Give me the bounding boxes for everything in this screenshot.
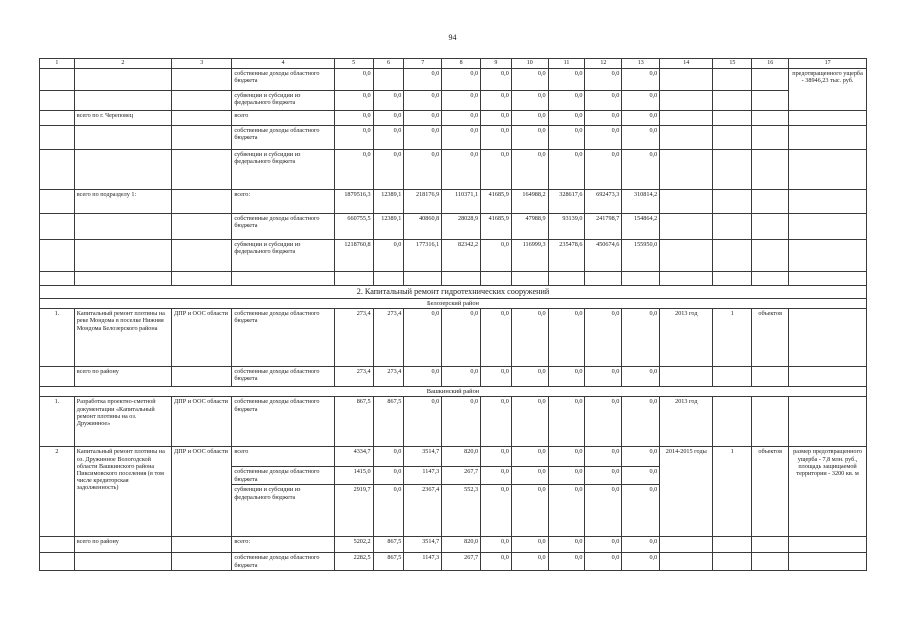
value-cell: 0,0 <box>404 69 442 91</box>
value-cell: 0,0 <box>585 367 622 387</box>
note-cell: предотвращенного ущерба - 38946,23 тыс. руб. <box>789 69 867 111</box>
table-row <box>40 150 867 190</box>
value-cell: 0,0 <box>373 467 404 485</box>
row-title: всего по подразделу 1: <box>74 190 171 214</box>
district-title: Вашкинский район <box>40 387 867 397</box>
value-cell: 0,0 <box>511 69 548 91</box>
value-cell: 0,0 <box>511 467 548 485</box>
row-title: всего по району <box>74 537 171 553</box>
value-cell: 0,0 <box>548 309 585 367</box>
value-cell: 0,0 <box>585 467 622 485</box>
value-cell: 0,0 <box>585 126 622 150</box>
value-cell: 2367,4 <box>404 485 442 537</box>
section-title: 2. Капитальный ремонт гидротехнических сооружений <box>40 286 867 299</box>
value-cell: 552,3 <box>442 485 481 537</box>
value-cell: 0,0 <box>481 467 512 485</box>
col-head: 12 <box>585 59 622 69</box>
value-cell: 0,0 <box>622 126 660 150</box>
district-title: Белозерский район <box>40 299 867 309</box>
column-number-row <box>40 59 867 69</box>
section-heading-row <box>40 286 867 299</box>
funding-source: всего <box>232 447 334 467</box>
table-row <box>40 309 867 367</box>
col-head: 3 <box>172 59 232 69</box>
value-cell: 273,4 <box>334 309 373 367</box>
value-cell: 0,0 <box>622 447 660 467</box>
value-cell: 692473,3 <box>585 190 622 214</box>
table-row <box>40 126 867 150</box>
value-cell: 0,0 <box>622 485 660 537</box>
value-cell: 0,0 <box>548 485 585 537</box>
value-cell: 660755,5 <box>334 214 373 240</box>
unit-cell: объектов <box>752 447 789 537</box>
value-cell: 155950,0 <box>622 240 660 272</box>
value-cell: 0,0 <box>442 126 481 150</box>
value-cell: 12389,1 <box>373 190 404 214</box>
table-row <box>40 397 867 447</box>
value-cell: 0,0 <box>442 367 481 387</box>
value-cell: 0,0 <box>585 397 622 447</box>
row-title: всего по району <box>74 367 171 387</box>
value-cell: 0,0 <box>373 126 404 150</box>
value-cell: 218176,9 <box>404 190 442 214</box>
value-cell: 0,0 <box>404 126 442 150</box>
row-number: 1. <box>40 397 75 447</box>
value-cell: 154864,2 <box>622 214 660 240</box>
value-cell: 820,0 <box>442 537 481 553</box>
col-head: 11 <box>548 59 585 69</box>
value-cell: 0,0 <box>585 309 622 367</box>
value-cell: 820,0 <box>442 447 481 467</box>
value-cell: 0,0 <box>622 91 660 111</box>
funding-source: собственные доходы областного бюджета <box>232 367 334 387</box>
value-cell: 0,0 <box>585 485 622 537</box>
table-row <box>40 367 867 387</box>
value-cell: 0,0 <box>442 309 481 367</box>
value-cell: 0,0 <box>481 397 512 447</box>
col-head: 2 <box>74 59 171 69</box>
value-cell: 0,0 <box>404 309 442 367</box>
value-cell: 0,0 <box>548 126 585 150</box>
value-cell: 0,0 <box>622 537 660 553</box>
value-cell: 0,0 <box>622 309 660 367</box>
value-cell: 12389,1 <box>373 214 404 240</box>
table-row <box>40 272 867 286</box>
value-cell: 0,0 <box>511 367 548 387</box>
year-cell: 2013 год <box>660 397 713 447</box>
year-cell: 2013 год <box>660 309 713 367</box>
value-cell: 28028,9 <box>442 214 481 240</box>
funding-source: всего <box>232 111 334 126</box>
value-cell: 0,0 <box>511 553 548 571</box>
value-cell: 0,0 <box>334 69 373 91</box>
value-cell: 0,0 <box>334 150 373 190</box>
col-head: 7 <box>404 59 442 69</box>
funding-source: субвенции и субсидии из федерального бюджета <box>232 240 334 272</box>
value-cell: 0,0 <box>511 447 548 467</box>
funding-source: субвенции и субсидии из федерального бюджета <box>232 150 334 190</box>
value-cell: 0,0 <box>442 397 481 447</box>
funding-source: собственные доходы областного бюджета <box>232 553 334 571</box>
value-cell: 0,0 <box>334 111 373 126</box>
value-cell: 0,0 <box>481 91 512 111</box>
value-cell: 3514,7 <box>404 447 442 467</box>
unit-cell: объектов <box>752 309 789 367</box>
value-cell: 1147,3 <box>404 467 442 485</box>
value-cell: 867,5 <box>373 397 404 447</box>
table-row <box>40 69 867 91</box>
value-cell: 0,0 <box>548 467 585 485</box>
value-cell: 0,0 <box>511 111 548 126</box>
col-head: 13 <box>622 59 660 69</box>
funding-source: собственные доходы областного бюджета <box>232 309 334 367</box>
value-cell: 0,0 <box>511 485 548 537</box>
value-cell: 0,0 <box>548 537 585 553</box>
value-cell: 2919,7 <box>334 485 373 537</box>
row-number: 2 <box>40 447 75 537</box>
value-cell: 4334,7 <box>334 447 373 467</box>
value-cell: 0,0 <box>585 150 622 190</box>
value-cell: 0,0 <box>548 367 585 387</box>
col-head: 5 <box>334 59 373 69</box>
table-row <box>40 91 867 111</box>
value-cell: 273,4 <box>334 367 373 387</box>
value-cell: 0,0 <box>622 150 660 190</box>
table-row <box>40 214 867 240</box>
funding-source: всего: <box>232 537 334 553</box>
value-cell: 235478,6 <box>548 240 585 272</box>
value-cell: 310814,2 <box>622 190 660 214</box>
value-cell: 0,0 <box>481 537 512 553</box>
col-head: 14 <box>660 59 713 69</box>
value-cell: 0,0 <box>373 111 404 126</box>
value-cell: 0,0 <box>548 447 585 467</box>
value-cell: 0,0 <box>373 91 404 111</box>
value-cell: 1218760,8 <box>334 240 373 272</box>
value-cell: 0,0 <box>373 447 404 467</box>
value-cell: 0,0 <box>622 69 660 91</box>
value-cell: 0,0 <box>585 553 622 571</box>
col-head: 15 <box>713 59 752 69</box>
value-cell: 0,0 <box>442 111 481 126</box>
col-head: 4 <box>232 59 334 69</box>
year-cell: 2014-2015 годы <box>660 447 713 537</box>
value-cell: 0,0 <box>442 69 481 91</box>
value-cell: 0,0 <box>511 309 548 367</box>
value-cell: 82342,2 <box>442 240 481 272</box>
value-cell: 164988,2 <box>511 190 548 214</box>
value-cell: 40860,8 <box>404 214 442 240</box>
table-row <box>40 537 867 553</box>
value-cell: 0,0 <box>548 69 585 91</box>
district-heading-row <box>40 387 867 397</box>
district-heading-row <box>40 299 867 309</box>
value-cell: 0,0 <box>481 447 512 467</box>
funding-source: собственные доходы областного бюджета <box>232 397 334 447</box>
value-cell: 0,0 <box>481 69 512 91</box>
value-cell: 0,0 <box>373 485 404 537</box>
col-head: 6 <box>373 59 404 69</box>
value-cell: 273,4 <box>373 367 404 387</box>
col-head: 10 <box>511 59 548 69</box>
value-cell: 0,0 <box>481 150 512 190</box>
value-cell: 0,0 <box>622 553 660 571</box>
funding-source: собственные доходы областного бюджета <box>232 69 334 91</box>
value-cell: 241798,7 <box>585 214 622 240</box>
measure-name: Разработка проектно-сметной документации «Капитальный ремонт плотины на оз. Дружинное» <box>74 397 171 447</box>
quantity-cell: 1 <box>713 309 752 367</box>
value-cell: 0,0 <box>481 553 512 571</box>
value-cell: 0,0 <box>511 91 548 111</box>
value-cell: 0,0 <box>622 397 660 447</box>
value-cell: 0,0 <box>585 111 622 126</box>
row-title: всего по г. Череповец <box>74 111 171 126</box>
table-row <box>40 240 867 272</box>
value-cell: 0,0 <box>548 150 585 190</box>
value-cell: 867,5 <box>373 553 404 571</box>
value-cell: 0,0 <box>373 240 404 272</box>
value-cell: 267,7 <box>442 553 481 571</box>
value-cell: 0,0 <box>334 126 373 150</box>
value-cell: 0,0 <box>442 91 481 111</box>
value-cell: 47988,9 <box>511 214 548 240</box>
col-head: 17 <box>789 59 867 69</box>
value-cell: 867,5 <box>373 537 404 553</box>
value-cell: 0,0 <box>622 367 660 387</box>
page-number: 94 <box>448 33 457 42</box>
value-cell: 0,0 <box>481 111 512 126</box>
table-row <box>40 111 867 126</box>
value-cell: 0,0 <box>404 397 442 447</box>
row-number: 1. <box>40 309 75 367</box>
value-cell: 0,0 <box>585 91 622 111</box>
value-cell: 0,0 <box>481 240 512 272</box>
funding-source: собственные доходы областного бюджета <box>232 126 334 150</box>
value-cell: 0,0 <box>585 69 622 91</box>
measure-name: Капитальный ремонт плотины на оз. Дружинное Вологодской области Вашкинского района Пиксимовского поселения (в том числе кредиторская задолженность) <box>74 447 171 537</box>
executor: ДПР и ООС области <box>172 309 232 367</box>
value-cell: 93139,0 <box>548 214 585 240</box>
col-head: 16 <box>752 59 789 69</box>
value-cell: 2282,5 <box>334 553 373 571</box>
value-cell: 0,0 <box>481 309 512 367</box>
note-cell: размер предотвращенного ущерба - 7,8 млн. руб., площадь защищаемой территории - 3200 кв. м <box>789 447 867 537</box>
funding-source: всего: <box>232 190 334 214</box>
program-table <box>39 58 867 571</box>
value-cell: 0,0 <box>585 447 622 467</box>
executor: ДПР и ООС области <box>172 397 232 447</box>
funding-source: собственные доходы областного бюджета <box>232 467 334 485</box>
value-cell: 1415,0 <box>334 467 373 485</box>
value-cell: 41685,9 <box>481 214 512 240</box>
table-row <box>40 447 867 467</box>
value-cell: 0,0 <box>548 553 585 571</box>
value-cell: 177316,1 <box>404 240 442 272</box>
value-cell: 110371,1 <box>442 190 481 214</box>
value-cell: 0,0 <box>442 150 481 190</box>
value-cell: 0,0 <box>404 150 442 190</box>
value-cell: 0,0 <box>548 91 585 111</box>
value-cell: 0,0 <box>404 367 442 387</box>
value-cell: 41685,9 <box>481 190 512 214</box>
value-cell: 0,0 <box>373 150 404 190</box>
value-cell: 0,0 <box>481 485 512 537</box>
funding-source: собственные доходы областного бюджета <box>232 214 334 240</box>
value-cell: 0,0 <box>511 126 548 150</box>
value-cell: 273,4 <box>373 309 404 367</box>
value-cell: 1147,3 <box>404 553 442 571</box>
value-cell: 0,0 <box>481 367 512 387</box>
value-cell: 0,0 <box>511 537 548 553</box>
quantity-cell: 1 <box>713 447 752 537</box>
value-cell: 0,0 <box>511 150 548 190</box>
value-cell: 116999,3 <box>511 240 548 272</box>
table-row <box>40 553 867 571</box>
value-cell: 5202,2 <box>334 537 373 553</box>
funding-source: субвенции и субсидии из федерального бюджета <box>232 91 334 111</box>
value-cell: 0,0 <box>511 397 548 447</box>
value-cell: 267,7 <box>442 467 481 485</box>
col-head: 8 <box>442 59 481 69</box>
value-cell: 0,0 <box>334 91 373 111</box>
value-cell: 3514,7 <box>404 537 442 553</box>
table-row <box>40 190 867 214</box>
value-cell: 328617,6 <box>548 190 585 214</box>
value-cell: 0,0 <box>622 111 660 126</box>
value-cell: 450674,6 <box>585 240 622 272</box>
value-cell: 0,0 <box>481 126 512 150</box>
value-cell: 867,5 <box>334 397 373 447</box>
value-cell: 0,0 <box>404 111 442 126</box>
value-cell: 0,0 <box>622 467 660 485</box>
value-cell: 0,0 <box>404 91 442 111</box>
value-cell: 0,0 <box>548 111 585 126</box>
measure-name: Капитальный ремонт плотины на реке Мондома в поселке Нижняя Мондома Белозерского района <box>74 309 171 367</box>
value-cell: 0,0 <box>548 397 585 447</box>
executor: ДПР и ООС области <box>172 447 232 537</box>
value-cell: 1879516,3 <box>334 190 373 214</box>
col-head: 9 <box>481 59 512 69</box>
funding-source: субвенции и субсидии из федерального бюджета <box>232 485 334 537</box>
col-head: 1 <box>40 59 75 69</box>
value-cell: 0,0 <box>585 537 622 553</box>
